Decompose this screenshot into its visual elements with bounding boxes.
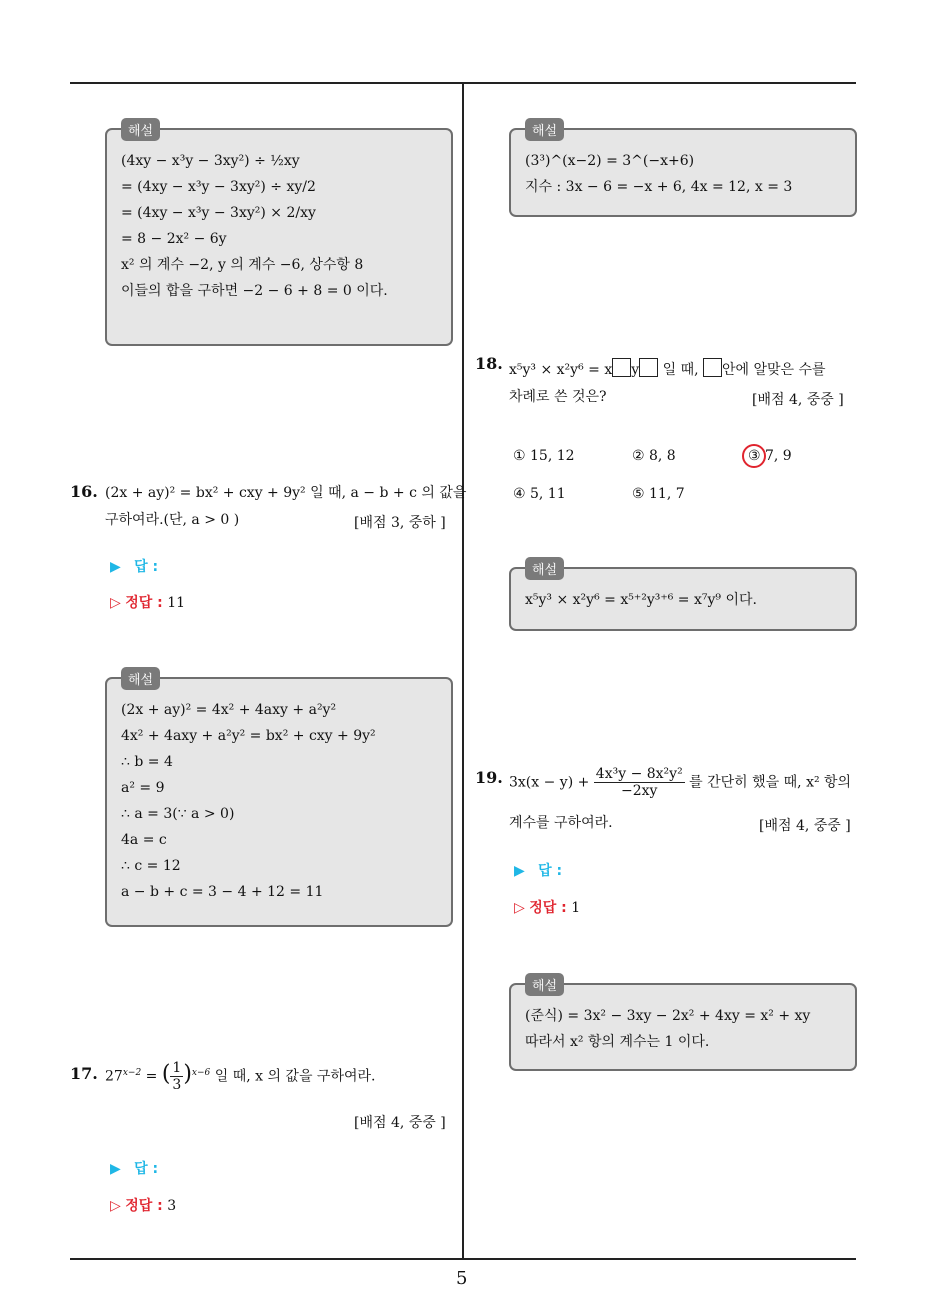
- solution-tag: 해설: [525, 118, 564, 141]
- q17-equals: =: [141, 1068, 162, 1085]
- fraction-denominator: 3: [172, 1077, 182, 1094]
- question-line: (2x + ay)² = bx² + cxy + 9y² 일 때, a − b + c 의 값을: [105, 485, 467, 501]
- correct-answer-17: [110, 1195, 176, 1215]
- question-number-19: 19.: [475, 768, 503, 787]
- choice-5[interactable]: ⑤ 11, 7: [632, 486, 685, 502]
- solution-line: ∴ b = 4: [121, 754, 173, 770]
- choice-3[interactable]: ③ 7, 9: [748, 448, 792, 464]
- answer-label: 답 :: [134, 559, 159, 575]
- correct-answer-19: [514, 897, 580, 917]
- answer-label: 답 :: [134, 1161, 159, 1177]
- q17-base: 27: [105, 1068, 123, 1085]
- fraction-numerator: 1: [172, 1060, 182, 1077]
- solution-line: x² 의 계수 −2, y 의 계수 −6, 상수항 8: [121, 257, 364, 273]
- solution-box-q16: [105, 673, 453, 927]
- correct-label: 정답 :: [125, 1198, 163, 1214]
- q19-term: 3x(x − y) +: [509, 774, 594, 791]
- question-text-17: $27^{x-2}$ = ( $\frac{1}{3}$ )$^{x-6}$ 일 때, x 의 값을 구하여라.: [105, 1060, 376, 1094]
- solution-line: (3³)^(x−2) = 3^(−x+6): [525, 153, 695, 169]
- triangle-outline-icon: ▷: [514, 900, 525, 916]
- solution-line: ∴ a = 3(∵ a > 0): [121, 806, 235, 822]
- question-line-19b: 계수를 구하여라.: [509, 815, 613, 831]
- choice-2[interactable]: ② 8, 8: [632, 448, 676, 464]
- blank-box: [703, 358, 722, 377]
- answer-prompt-19: [514, 860, 562, 880]
- solution-line: x⁵y³ × x²y⁶ = x⁵⁺²y³⁺⁶ = x⁷y⁹ 이다.: [525, 592, 757, 608]
- score-19: [배점 4, 중중 ]: [759, 818, 851, 834]
- q17-base-exponent: x−2: [122, 1068, 142, 1078]
- q19-tail: 를 간단히 했을 때, x² 항의: [684, 774, 852, 791]
- solution-line: (4xy − x³y − 3xy²) ÷ ½xy: [121, 153, 300, 169]
- correct-label: 정답 :: [125, 595, 163, 611]
- question-text-19: [509, 766, 851, 799]
- solution-line: 4x² + 4axy + a²y² = bx² + cxy + 9y²: [121, 728, 376, 744]
- solution-tag: 해설: [121, 118, 160, 141]
- answer-prompt-16: [110, 556, 158, 576]
- triangle-outline-icon: ▷: [110, 595, 121, 611]
- correct-label: 정답 :: [529, 900, 567, 916]
- q19-fraction: [594, 766, 685, 799]
- solution-line: 4a = c: [121, 832, 167, 848]
- play-icon: ▶: [110, 559, 121, 575]
- question-number-18: 18.: [475, 354, 503, 373]
- bottom-rule: [70, 1258, 856, 1260]
- score-17: [배점 4, 중중 ]: [354, 1115, 446, 1131]
- choice-1[interactable]: ① 15, 12: [513, 448, 575, 464]
- q18-y: y: [631, 362, 640, 378]
- fraction-numerator: 4x³y − 8x²y²: [595, 766, 683, 782]
- play-icon: ▶: [110, 1161, 121, 1177]
- solution-tag: 해설: [525, 973, 564, 996]
- question-line: 구하여라.(단, a > 0 ): [105, 512, 240, 528]
- solution-box-prev: [509, 124, 857, 217]
- solution-box-q15: [105, 124, 453, 346]
- solution-line: ∴ c = 12: [121, 858, 181, 874]
- question-number-16: 16.: [70, 482, 98, 501]
- triangle-outline-icon: ▷: [110, 1198, 121, 1214]
- answer-label: 답 :: [538, 863, 563, 879]
- choice-4[interactable]: ④ 5, 11: [513, 486, 566, 502]
- solution-tag: 해설: [121, 667, 160, 690]
- play-icon: ▶: [514, 863, 525, 879]
- q17-exponent: x−6: [191, 1068, 211, 1078]
- question-line: 차례로 쓴 것은?: [509, 389, 607, 405]
- solution-box-q19: [509, 979, 857, 1071]
- solution-line: (2x + ay)² = 4x² + 4axy + a²y²: [121, 702, 337, 718]
- q17-fraction: [170, 1060, 183, 1093]
- q18-tail: 안에 알맞은 수를: [722, 362, 826, 378]
- correct-answer-16: [110, 592, 185, 612]
- solution-line: a² = 9: [121, 780, 165, 796]
- solution-tag: 해설: [525, 557, 564, 580]
- score-18: [배점 4, 중중 ]: [752, 392, 844, 408]
- solution-line: a − b + c = 3 − 4 + 12 = 11: [121, 884, 324, 900]
- q18-expression: x⁵y³ × x²y⁶ = x: [509, 362, 613, 378]
- solution-line: = 8 − 2x² − 6y: [121, 231, 227, 247]
- blank-box: [612, 358, 631, 377]
- page-number: 5: [456, 1268, 468, 1289]
- blank-box: [639, 358, 658, 377]
- solution-line: 지수 : 3x − 6 = −x + 6, 4x = 12, x = 3: [525, 179, 793, 195]
- q18-mid: 일 때,: [658, 362, 703, 378]
- solution-box-q18: [509, 563, 857, 631]
- solution-line: = (4xy − x³y − 3xy²) ÷ xy/2: [121, 179, 316, 195]
- q17-tail: 일 때, x 의 값을 구하여라.: [210, 1068, 376, 1085]
- question-number-17: 17.: [70, 1064, 98, 1083]
- solution-line: = (4xy − x³y − 3xy²) × 2/xy: [121, 205, 316, 221]
- correct-value: 1: [571, 900, 581, 916]
- column-divider: [462, 84, 464, 1259]
- correct-value: 11: [167, 595, 186, 611]
- answer-prompt-17: [110, 1158, 158, 1178]
- solution-line: 이들의 합을 구하면 −2 − 6 + 8 = 0 이다.: [121, 283, 388, 299]
- correct-value: 3: [167, 1198, 177, 1214]
- solution-line: (준식) = 3x² − 3xy − 2x² + 4xy = x² + xy: [525, 1008, 811, 1024]
- fraction-denominator: −2xy: [621, 783, 658, 799]
- solution-line: 따라서 x² 항의 계수는 1 이다.: [525, 1034, 710, 1050]
- score-16: [배점 3, 중하 ]: [354, 515, 446, 531]
